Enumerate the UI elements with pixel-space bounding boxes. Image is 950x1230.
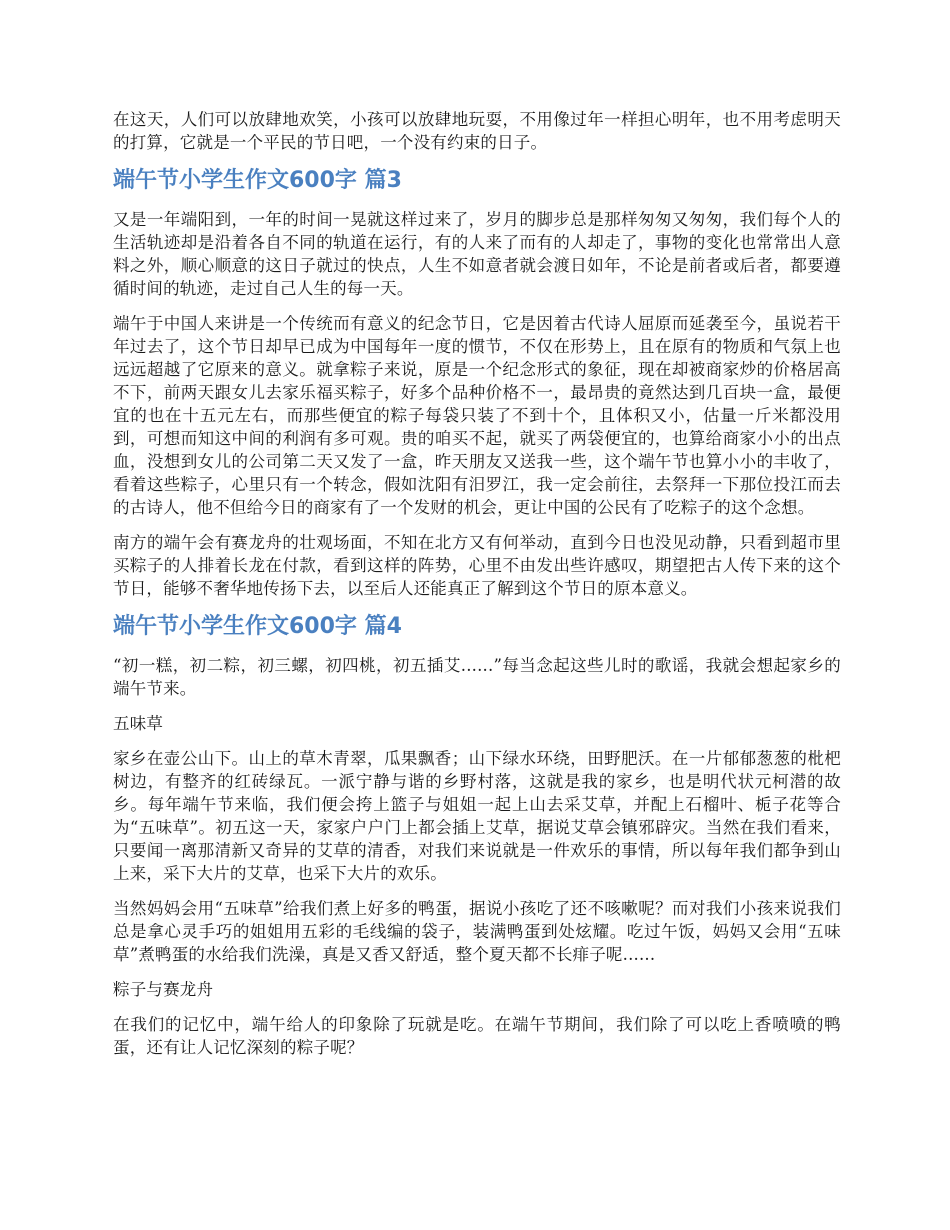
section-heading-3: 端午节小学生作文600字 篇3	[113, 168, 402, 193]
section-heading-4: 端午节小学生作文600字 篇4	[113, 614, 402, 639]
paragraph-4-4: 在我们的记忆中，端午给人的印象除了玩就是吃。在端午节期间，我们除了可以吃上香喷喷的鸭蛋，还有让人记忆深刻的粽子呢？	[113, 1015, 841, 1057]
paragraph-intro: 在这天，人们可以放肆地欢笑，小孩可以放肆地玩耍，不用像过年一样担心明年，也不用考虑明天的打算，它就是一个平民的节日吧，一个没有约束的日子。	[113, 110, 841, 152]
paragraph-3-1: 又是一年端阳到，一年的时间一晃就这样过来了，岁月的脚步总是那样匆匆又匆匆，我们每个人的生活轨迹却是沿着各自不同的轨道在运行，有的人来了而有的人却走了，事物的变化也常常出人意料之外，顺心顺意的这日子就过的快点，人生不如意者就会渡日如年，不论是前者或后者，都要遵循时间的轨迹，走过自己人生的每一天。	[113, 210, 841, 298]
paragraph-4-3: 当然妈妈会用“五味草”给我们煮上好多的鸭蛋，据说小孩吃了还不咳嗽呢？而对我们小孩来说我们总是拿心灵手巧的姐姐用五彩的毛线编的袋子，装满鸭蛋到处炫耀。吃过午饭，妈妈又会用“五味草”煮鸭蛋的水给我们洗澡，真是又香又舒适，整个夏天都不长痱子呢......	[113, 899, 841, 964]
paragraph-4-2: 家乡在壶公山下。山上的草木青翠，瓜果飘香；山下绿水环绕，田野肥沃。在一片郁郁葱葱的枇杷树边，有整齐的红砖绿瓦。一派宁静与谐的乡野村落，这就是我的家乡，也是明代状元柯潜的故乡。每年端午节来临，我们便会挎上篮子与姐姐一起上山去采艾草，并配上石榴叶、栀子花等合为“五味草”。初五这一天，家家户户门上都会插上艾草，据说艾草会镇邪辟灾。当然在我们看来，只要闻一离那清新又奇异的艾草的清香，对我们来说就是一件欢乐的事情，所以每年我们都争到山上来，采下大片的艾草，也采下大片的欢乐。	[113, 749, 841, 883]
document-page	[113, 108, 841, 1071]
subheading-zongzi: 粽子与赛龙舟	[113, 980, 214, 999]
paragraph-3-3: 南方的端午会有赛龙舟的壮观场面，不知在北方又有何举动，直到今日也没见动静，只看到超市里买粽子的人排着长龙在付款，看到这样的阵势，心里不由发出些许感叹，期望把古人传下来的这个节日，能够不奢华地传扬下去，以至后人还能真正了解到这个节日的原本意义。	[113, 533, 841, 598]
subheading-wuweicao: 五味草	[113, 714, 164, 733]
paragraph-3-2: 端午于中国人来讲是一个传统而有意义的纪念节日，它是因着古代诗人屈原而延袭至今，虽说若干年过去了，这个节日却早已成为中国每年一度的惯节，不仅在形势上，且在原有的物质和气氛上也远远超越了它原来的意义。就拿粽子来说，原是一个纪念形式的象征，现在却被商家炒的价格居高不下，前两天跟女儿去家乐福买粽子，好多个品种价格不一，最昂贵的竟然达到几百块一盒，最便宜的也在十五元左右，而那些便宜的粽子每袋只装了不到十个，且体积又小，估量一斤米都没用到，可想而知这中间的利润有多可观。贵的咱买不起，就买了两袋便宜的，也算给商家小小的出点血，没想到女儿的公司第二天又发了一盒，昨天朋友又送我一些，这个端午节也算小小的丰收了，看着这些粽子，心里只有一个转念，假如沈阳有汨罗江，我一定会前往，去祭拜一下那位投江而去的古诗人，他不但给今日的商家有了一个发财的机会，更让中国的公民有了吃粽子的这个念想。	[113, 314, 841, 517]
paragraph-4-1: “初一糕，初二粽，初三螺，初四桃，初五插艾......”每当念起这些儿时的歌谣，我就会想起家乡的端午节来。	[113, 656, 841, 698]
